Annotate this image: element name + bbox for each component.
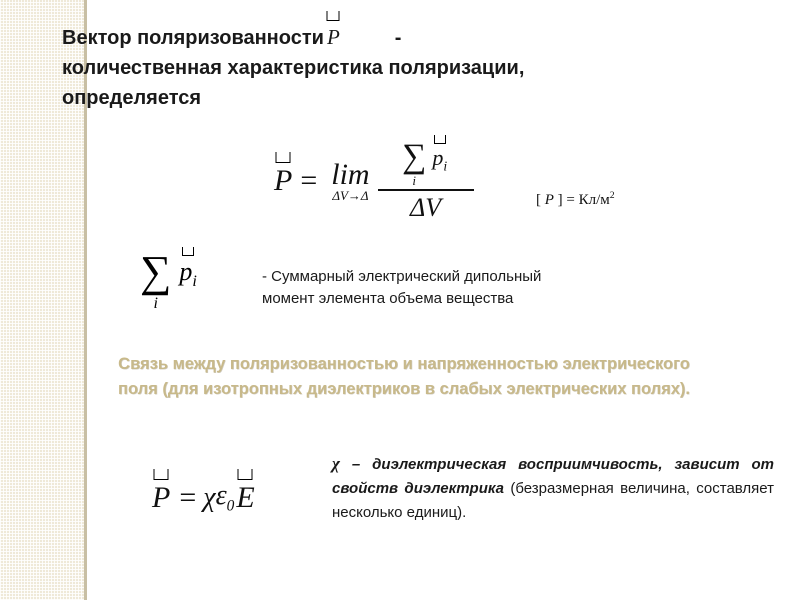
vector-arrow-icon [154,469,169,480]
title-line-1 [62,22,722,53]
summation-group [140,247,199,312]
limit-subscript: ΔV→Δ [332,188,369,204]
summation-caption-line-2: момент элемента объема вещества [262,290,514,307]
relation-statement-line-1: Связь между поляризованностью и напряженностью электрического [118,355,690,373]
units-close: ] = Кл/м [553,192,610,208]
formula-limit [323,158,377,204]
main-formula-row [272,140,474,223]
vector-arrow-icon [434,135,446,144]
summation-standalone [140,247,199,312]
limit-word: lim [331,158,370,192]
vector-arrow-icon [238,469,253,480]
sigma-icon: ∑ [140,247,172,296]
dipole-moment-vector [177,257,198,291]
title-text-before: Вектор поляризованности [62,27,324,49]
dipole-p-letter: p [432,144,444,170]
title-line-3: определяется [62,87,202,109]
dipole-p-index: i [192,273,197,291]
chi-description-dash: – [351,456,361,473]
units-open: [ [536,192,545,208]
title-line-2: количественная характеристика поляризации, [62,57,525,79]
bottom-e-letter: E [236,480,255,514]
bottom-vector-p [150,481,172,515]
formula-p-letter: P [274,164,293,198]
summation-symbol-col [402,140,426,187]
summation-group [402,140,449,187]
summation-caption-line-1: - Суммарный электрический дипольный [262,268,542,285]
chi-symbol: χ [203,481,216,513]
bottom-p-letter: P [152,480,171,514]
chi-description-symbol: χ [332,454,340,473]
relation-statement-line-2: поля (для изотропных диэлектриков в слабых электрических полях). [118,380,690,398]
formula-fraction [378,140,474,223]
formula-equals: = [300,164,318,198]
page-title [62,22,722,113]
title-vector-p-letter: P [326,25,340,49]
fraction-numerator [392,140,459,189]
summation-index: i [153,295,158,312]
vector-arrow-icon [182,247,194,256]
dipole-p-letter: p [179,256,193,286]
chi-description [332,452,774,525]
chi-description-bold: диэлектрическая восприимчивость, зависит от свойств диэлектрика [332,456,775,497]
summation-symbol-col [140,247,172,312]
units-power: 2 [609,190,615,201]
dipole-moment-vector [430,145,449,174]
relation-statement [24,352,784,402]
title-vector-p-symbol [324,22,343,52]
sigma-icon: ∑ [402,138,427,175]
fraction-denominator: ΔV [410,192,442,222]
title-dash: - [394,27,402,49]
epsilon-zero [216,480,235,516]
bottom-vector-e [234,481,256,515]
bottom-formula [150,480,257,516]
epsilon-letter: ε [215,480,227,511]
summation-index: i [412,173,416,188]
chi-description-plain: (безразмерная величина, составляет несколько единиц). [332,480,775,521]
formula-vector-p [272,164,294,198]
dipole-p-index: i [443,158,448,174]
bottom-equals: = [179,480,197,514]
main-formula [272,140,474,223]
units-note [536,190,615,209]
summation-caption [262,266,682,310]
vector-arrow-icon [327,11,340,21]
units-symbol: P [544,192,554,208]
epsilon-index: 0 [226,497,235,515]
vector-arrow-icon [276,152,291,163]
